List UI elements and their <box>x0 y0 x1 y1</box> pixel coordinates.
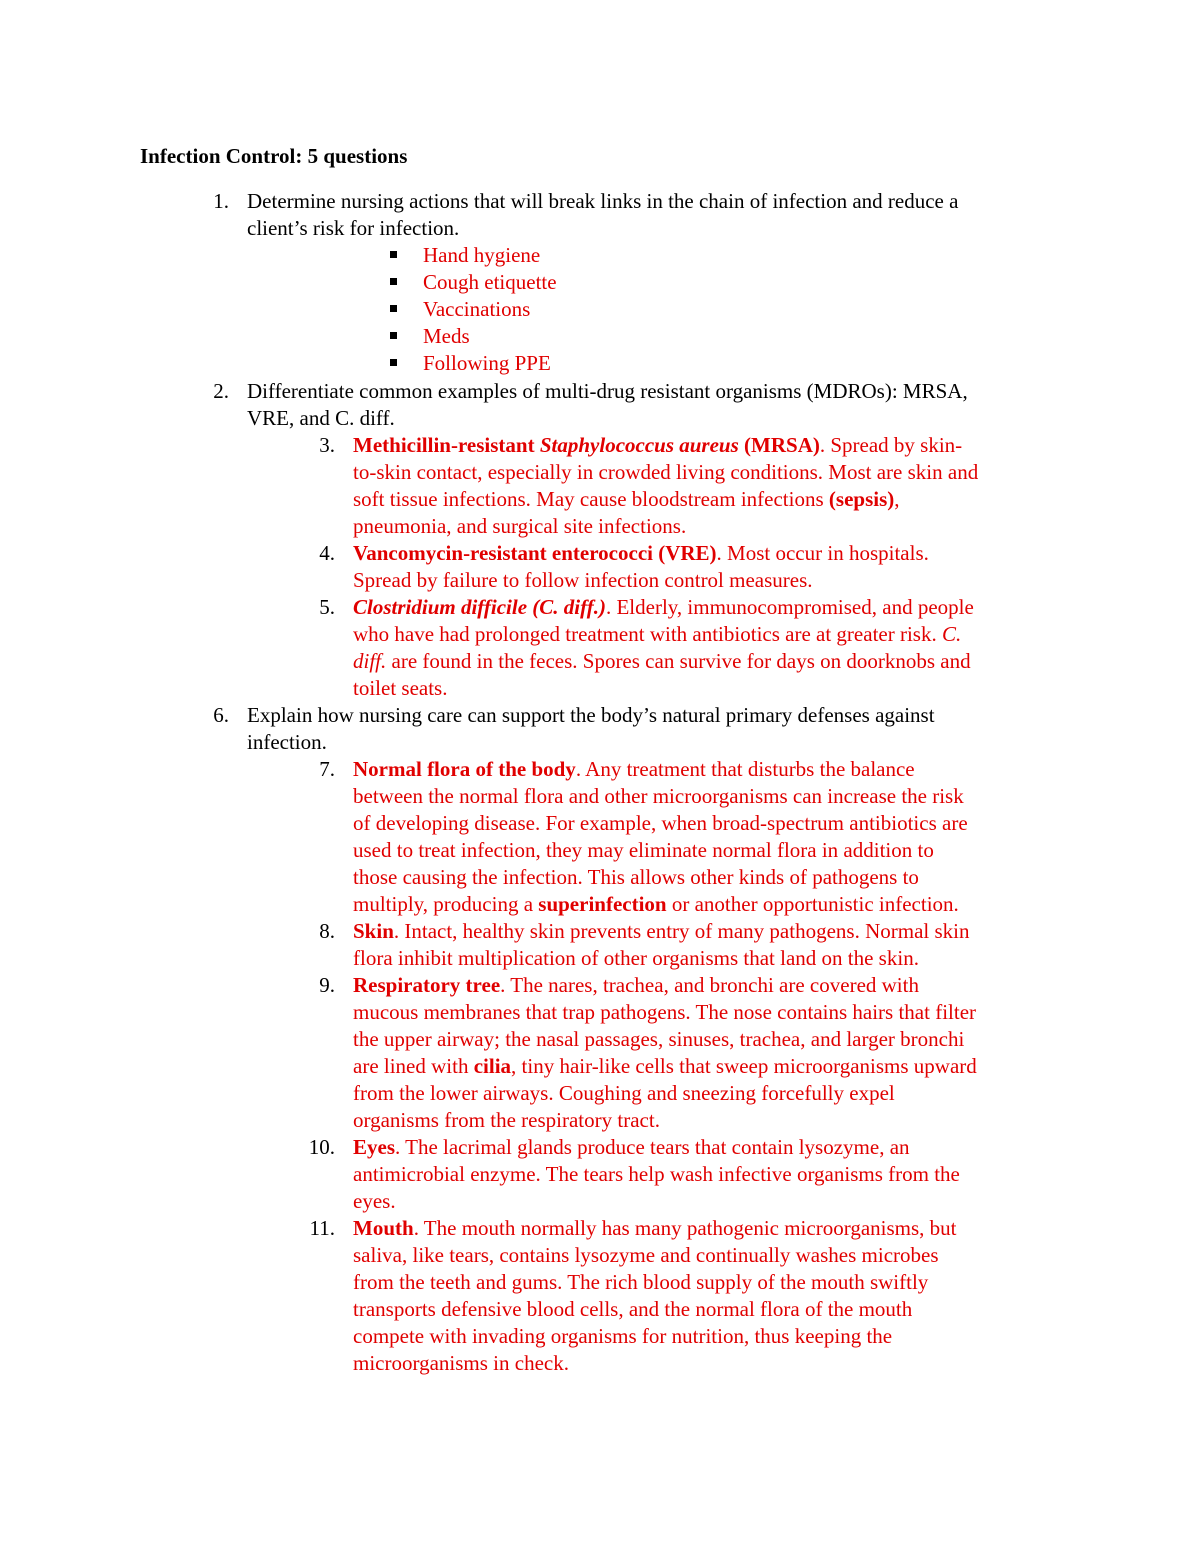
term: (MRSA) <box>738 433 820 457</box>
answer-line <box>353 1053 977 1080</box>
answer-text: from the lower airways. Coughing and sneezing forcefully expel <box>353 1081 895 1105</box>
square-bullet-icon <box>390 359 397 366</box>
term: Methicillin-resistant <box>353 433 540 457</box>
bullet-item: Vaccinations <box>423 297 531 321</box>
answer-text: . The nares, trachea, and bronchi are covered with <box>500 973 919 997</box>
list-number: 9. <box>319 973 335 997</box>
bullet-item: Cough etiquette <box>423 270 557 294</box>
term: Clostridium difficile (C. diff.) <box>353 595 606 619</box>
list-number: 3. <box>319 433 335 457</box>
answer-text: flora inhibit multiplication of other organisms that land on the skin. <box>353 946 919 970</box>
list-number: 11. <box>309 1216 335 1240</box>
answer-text: . Any treatment that disturbs the balance <box>575 757 915 781</box>
list-number: 10. <box>308 1135 335 1159</box>
term: C. <box>941 622 962 646</box>
answer-text: used to treat infection, they may eliminate normal flora in addition to <box>353 838 934 862</box>
answer-text: toilet seats. <box>353 676 448 700</box>
term: Normal flora of the body <box>353 757 576 781</box>
answer-text: . Spread by skin- <box>819 433 963 457</box>
answer-text: multiply, producing a <box>353 892 539 916</box>
answer-line <box>353 1134 910 1161</box>
answer-line <box>353 432 962 459</box>
square-bullet-icon <box>390 251 397 258</box>
question-text: infection. <box>247 730 327 754</box>
answer-text: transports defensive blood cells, and the normal flora of the mouth <box>353 1297 913 1321</box>
bullet-item: Following PPE <box>423 351 551 375</box>
term: superinfection <box>538 892 667 916</box>
question-text: Determine nursing actions that will break links in the chain of infection and reduce a <box>247 189 959 213</box>
answer-line <box>353 621 961 648</box>
answer-text: are lined with <box>353 1054 474 1078</box>
answer-text: mucous membranes that trap pathogens. The nose contains hairs that filter <box>353 1000 977 1024</box>
answer-text: . The mouth normally has many pathogenic microorganisms, but <box>413 1216 957 1240</box>
square-bullet-icon <box>390 332 397 339</box>
answer-text: , <box>894 487 900 511</box>
answer-line <box>353 648 971 675</box>
answer-text: soft tissue infections. May cause bloodstream infections <box>353 487 829 511</box>
answer-text: Spread by failure to follow infection control measures. <box>353 568 813 592</box>
term: diff. <box>353 649 387 673</box>
answer-text: organisms from the respiratory tract. <box>353 1108 660 1132</box>
answer-text: eyes. <box>353 1189 396 1213</box>
term: Mouth <box>353 1216 414 1240</box>
question-text: Differentiate common examples of multi-drug resistant organisms (MDROs): MRSA, <box>247 379 968 403</box>
square-bullet-icon <box>390 278 397 285</box>
term: Skin <box>353 919 394 943</box>
list-number: 8. <box>319 919 335 943</box>
question-text: Explain how nursing care can support the body’s natural primary defenses against <box>247 703 935 727</box>
list-number: 6. <box>213 703 229 727</box>
list-number: 5. <box>319 595 335 619</box>
answer-text: microorganisms in check. <box>353 1351 569 1375</box>
answer-text: those causing the infection. This allows other kinds of pathogens to <box>353 865 919 889</box>
answer-line <box>353 540 929 567</box>
answer-text: from the teeth and gums. The rich blood supply of the mouth swiftly <box>353 1270 929 1294</box>
answer-text: are found in the feces. Spores can survive for days on doorknobs and <box>386 649 971 673</box>
answer-text: between the normal flora and other microorganisms can increase the risk <box>353 784 964 808</box>
term: (sepsis) <box>828 487 895 511</box>
answer-text: antimicrobial enzyme. The tears help wash infective organisms from the <box>353 1162 960 1186</box>
answer-text: to-skin contact, especially in crowded living conditions. Most are skin and <box>353 460 979 484</box>
answer-text: saliva, like tears, contains lysozyme and continually washes microbes <box>353 1243 939 1267</box>
answer-text: the upper airway; the nasal passages, sinuses, trachea, and larger bronchi <box>353 1027 965 1051</box>
term: cilia <box>473 1054 512 1078</box>
answer-line <box>353 972 919 999</box>
answer-text: pneumonia, and surgical site infections. <box>353 514 687 538</box>
answer-text: compete with invading organisms for nutrition, thus keeping the <box>353 1324 893 1348</box>
term: Vancomycin-resistant enterococci (VRE) <box>353 541 717 565</box>
answer-text: of developing disease. For example, when broad-spectrum antibiotics are <box>353 811 968 835</box>
term: Eyes <box>353 1135 395 1159</box>
bullet-item: Hand hygiene <box>423 243 541 267</box>
answer-text: . Intact, healthy skin prevents entry of many pathogens. Normal skin <box>393 919 970 943</box>
term: Staphylococcus aureus <box>539 433 739 457</box>
question-text: VRE, and C. diff. <box>247 406 395 430</box>
answer-text: . The lacrimal glands produce tears that contain lysozyme, an <box>395 1135 910 1159</box>
list-number: 7. <box>319 757 335 781</box>
list-number: 2. <box>213 379 229 403</box>
square-bullet-icon <box>390 305 397 312</box>
list-number: 4. <box>319 541 335 565</box>
answer-line <box>353 756 915 783</box>
answer-line <box>353 594 974 621</box>
bullet-item: Meds <box>423 324 470 348</box>
question-text: client’s risk for infection. <box>247 216 460 240</box>
answer-line <box>353 1215 957 1242</box>
answer-line <box>353 918 970 945</box>
answer-text: . Elderly, immunocompromised, and people <box>605 595 974 619</box>
answer-line <box>353 891 959 918</box>
answer-text: . Most occur in hospitals. <box>716 541 929 565</box>
answer-text: who have had prolonged treatment with antibiotics are at greater risk. <box>353 622 942 646</box>
answer-text: or another opportunistic infection. <box>666 892 959 916</box>
answer-text: , tiny hair-like cells that sweep microorganisms upward <box>511 1054 977 1078</box>
term: Respiratory tree <box>353 973 501 997</box>
answer-line <box>353 486 900 513</box>
page-title: Infection Control: 5 questions <box>140 144 408 168</box>
list-number: 1. <box>213 189 229 213</box>
